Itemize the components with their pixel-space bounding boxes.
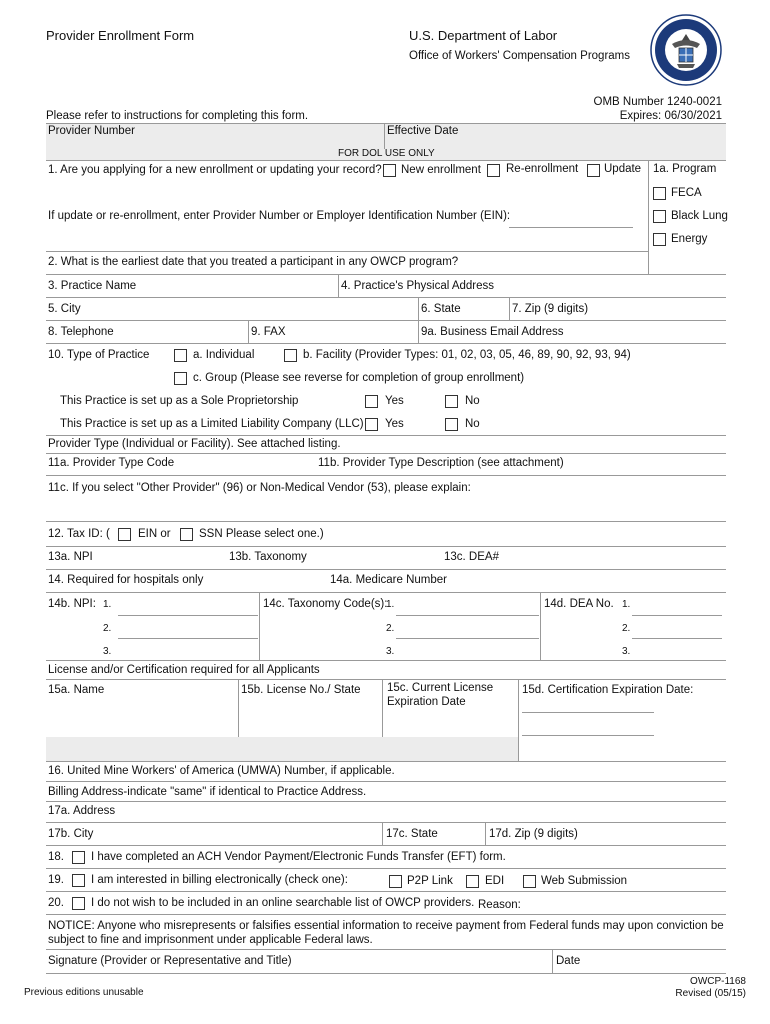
taxonomy-input-1[interactable] [396, 615, 539, 616]
dol-seal-icon [650, 14, 722, 86]
feca-checkbox[interactable] [653, 187, 666, 200]
q15c-label-line1: 15c. Current License [387, 682, 494, 694]
p2p-label: P2P Link [407, 875, 453, 887]
energy-checkbox[interactable] [653, 233, 666, 246]
q17c-label: 17c. State [386, 828, 438, 840]
license-shaded-row [46, 737, 518, 761]
sole-prop-label: This Practice is set up as a Sole Proprietorship [60, 395, 299, 407]
ssn-label: SSN Please select one.) [199, 528, 324, 540]
web-submission-checkbox[interactable] [523, 875, 536, 888]
q20-number: 20. [48, 897, 64, 909]
q18-text: I have completed an ACH Vendor Payment/Electronic Funds Transfer (EFT) form. [91, 851, 506, 863]
provider-type-note: Provider Type (Individual or Facility). See attached listing. [48, 438, 341, 450]
q15a-label: 15a. Name [48, 684, 105, 696]
taxonomy-num-2: 2. [386, 623, 395, 634]
q8-label: 8. Telephone [48, 326, 114, 338]
dea-num-1: 1. [622, 599, 631, 610]
npi-input-1[interactable] [118, 615, 258, 616]
q10-label: 10. Type of Practice [48, 349, 150, 361]
q15c-label-line2: Expiration Date [387, 696, 466, 708]
llc-label: This Practice is set up as a Limited Liability Company (LLC) [60, 418, 364, 430]
ein-input[interactable] [509, 227, 633, 228]
previous-editions-note: Previous editions unusable [24, 987, 144, 998]
form-number: OWCP-1168 [690, 976, 746, 987]
individual-label: a. Individual [193, 349, 255, 361]
billing-electronic-checkbox[interactable] [72, 874, 85, 887]
q6-label: 6. State [421, 303, 461, 315]
signature-label: Signature (Provider or Representative and Title) [48, 955, 292, 967]
q14-label: 14. Required for hospitals only [48, 574, 204, 586]
black-lung-label: Black Lung [671, 210, 728, 222]
ssn-checkbox[interactable] [180, 528, 193, 541]
q13c-label: 13c. DEA# [444, 551, 499, 563]
q18-number: 18. [48, 851, 64, 863]
ein-checkbox[interactable] [118, 528, 131, 541]
q13a-label: 13a. NPI [48, 551, 93, 563]
facility-label: b. Facility (Provider Types: 01, 02, 03, 05, 46, 89, 90, 92, 93, 94) [303, 349, 631, 361]
q17a-label: 17a. Address [48, 805, 116, 817]
form-title: Provider Enrollment Form [46, 28, 195, 43]
q19-text: I am interested in billing electronically (check one): [91, 874, 348, 886]
sole-prop-no-checkbox[interactable] [445, 395, 458, 408]
web-submission-label: Web Submission [541, 875, 628, 887]
ein-label: EIN or [138, 528, 171, 540]
individual-checkbox[interactable] [174, 349, 187, 362]
taxonomy-input-2[interactable] [396, 638, 539, 639]
dea-num-2: 2. [622, 623, 631, 634]
group-label: c. Group (Please see reverse for completion of group enrollment) [193, 372, 525, 384]
dea-input-1[interactable] [632, 615, 722, 616]
effective-date-label: Effective Date [387, 125, 459, 137]
q14d-label: 14d. DEA No. [544, 598, 614, 610]
q13b-label: 13b. Taxonomy [229, 551, 307, 563]
agency-name: U.S. Department of Labor [409, 28, 558, 43]
new-enrollment-label: New enrollment [401, 164, 481, 176]
q11c-label: 11c. If you select "Other Provider" (96) or Non-Medical Vendor (53), please explain: [48, 482, 471, 494]
taxonomy-num-3: 3. [386, 646, 395, 657]
feca-label: FECA [671, 187, 702, 199]
q11b-label: 11b. Provider Type Description (see attachment) [318, 457, 564, 469]
notice-line-2: subject to fine and imprisonment under applicable Federal laws. [48, 934, 373, 946]
q12-prefix: 12. Tax ID: ( [48, 528, 110, 540]
q15d-label: 15d. Certification Expiration Date: [522, 684, 694, 696]
revision-date: Revised (05/15) [675, 988, 746, 999]
q9a-label: 9a. Business Email Address [421, 326, 564, 338]
q1-question: 1. Are you applying for a new enrollment or updating your record? [48, 164, 382, 176]
edi-label: EDI [485, 875, 505, 887]
opt-out-checkbox[interactable] [72, 897, 85, 910]
q3-label: 3. Practice Name [48, 280, 137, 292]
re-enrollment-label: Re-enrollment [506, 163, 579, 175]
llc-yes-checkbox[interactable] [365, 418, 378, 431]
npi-num-1: 1. [103, 599, 112, 610]
llc-yes-label: Yes [385, 418, 404, 430]
npi-num-2: 2. [103, 623, 112, 634]
q4-label: 4. Practice's Physical Address [341, 280, 495, 292]
q17b-label: 17b. City [48, 828, 94, 840]
dea-num-3: 3. [622, 646, 631, 657]
q19-number: 19. [48, 874, 64, 886]
energy-label: Energy [671, 233, 708, 245]
q9-label: 9. FAX [251, 326, 286, 338]
license-header: License and/or Certification required for all Applicants [48, 664, 320, 676]
q14c-label: 14c. Taxonomy Code(s): [263, 598, 388, 610]
expiration-date: Expires: 06/30/2021 [619, 110, 722, 122]
q17d-label: 17d. Zip (9 digits) [489, 828, 578, 840]
q5-label: 5. City [48, 303, 81, 315]
p2p-checkbox[interactable] [389, 875, 402, 888]
q16-label: 16. United Mine Workers' of America (UMWA) Number, if applicable. [48, 765, 395, 777]
q14b-label: 14b. NPI: [48, 598, 96, 610]
sole-prop-yes-label: Yes [385, 395, 404, 407]
edi-checkbox[interactable] [466, 875, 479, 888]
office-name: Office of Workers' Compensation Programs [409, 50, 630, 62]
group-checkbox[interactable] [174, 372, 187, 385]
ein-prompt: If update or re-enrollment, enter Provider Number or Employer Identification Number (EIN): [48, 210, 511, 222]
program-label: 1a. Program [653, 163, 717, 175]
sole-prop-yes-checkbox[interactable] [365, 395, 378, 408]
llc-no-label: No [465, 418, 480, 430]
cert-exp-input-2[interactable] [522, 735, 654, 736]
provider-number-label: Provider Number [48, 125, 135, 137]
q11a-label: 11a. Provider Type Code [48, 457, 175, 469]
q20-text: I do not wish to be included in an online searchable list of OWCP providers. [91, 897, 475, 909]
ach-checkbox[interactable] [72, 851, 85, 864]
billing-header: Billing Address-indicate "same" if identical to Practice Address. [48, 786, 367, 798]
q14a-label: 14a. Medicare Number [330, 574, 447, 586]
date-label: Date [556, 955, 581, 967]
update-checkbox[interactable] [587, 164, 600, 177]
notice-line-1: NOTICE: Anyone who misrepresents or falsifies essential information to receive payment from Federal funds may upon conviction be [48, 920, 724, 932]
black-lung-checkbox[interactable] [653, 210, 666, 223]
npi-input-2[interactable] [118, 638, 258, 639]
omb-number: OMB Number 1240-0021 [593, 96, 722, 108]
dea-input-2[interactable] [632, 638, 722, 639]
cert-exp-input-1[interactable] [522, 712, 654, 713]
q2-label: 2. What is the earliest date that you treated a participant in any OWCP program? [48, 256, 459, 268]
npi-num-3: 3. [103, 646, 112, 657]
llc-no-checkbox[interactable] [445, 418, 458, 431]
facility-checkbox[interactable] [284, 349, 297, 362]
taxonomy-num-1: 1. [386, 599, 395, 610]
new-enrollment-checkbox[interactable] [383, 164, 396, 177]
instructions-note: Please refer to instructions for completing this form. [46, 110, 309, 122]
dol-use-only-label: FOR DOL USE ONLY [338, 148, 435, 159]
q7-label: 7. Zip (9 digits) [512, 303, 589, 315]
q15b-label: 15b. License No./ State [241, 684, 361, 696]
reason-label: Reason: [478, 899, 521, 911]
re-enrollment-checkbox[interactable] [487, 164, 500, 177]
update-label: Update [604, 163, 642, 175]
sole-prop-no-label: No [465, 395, 480, 407]
